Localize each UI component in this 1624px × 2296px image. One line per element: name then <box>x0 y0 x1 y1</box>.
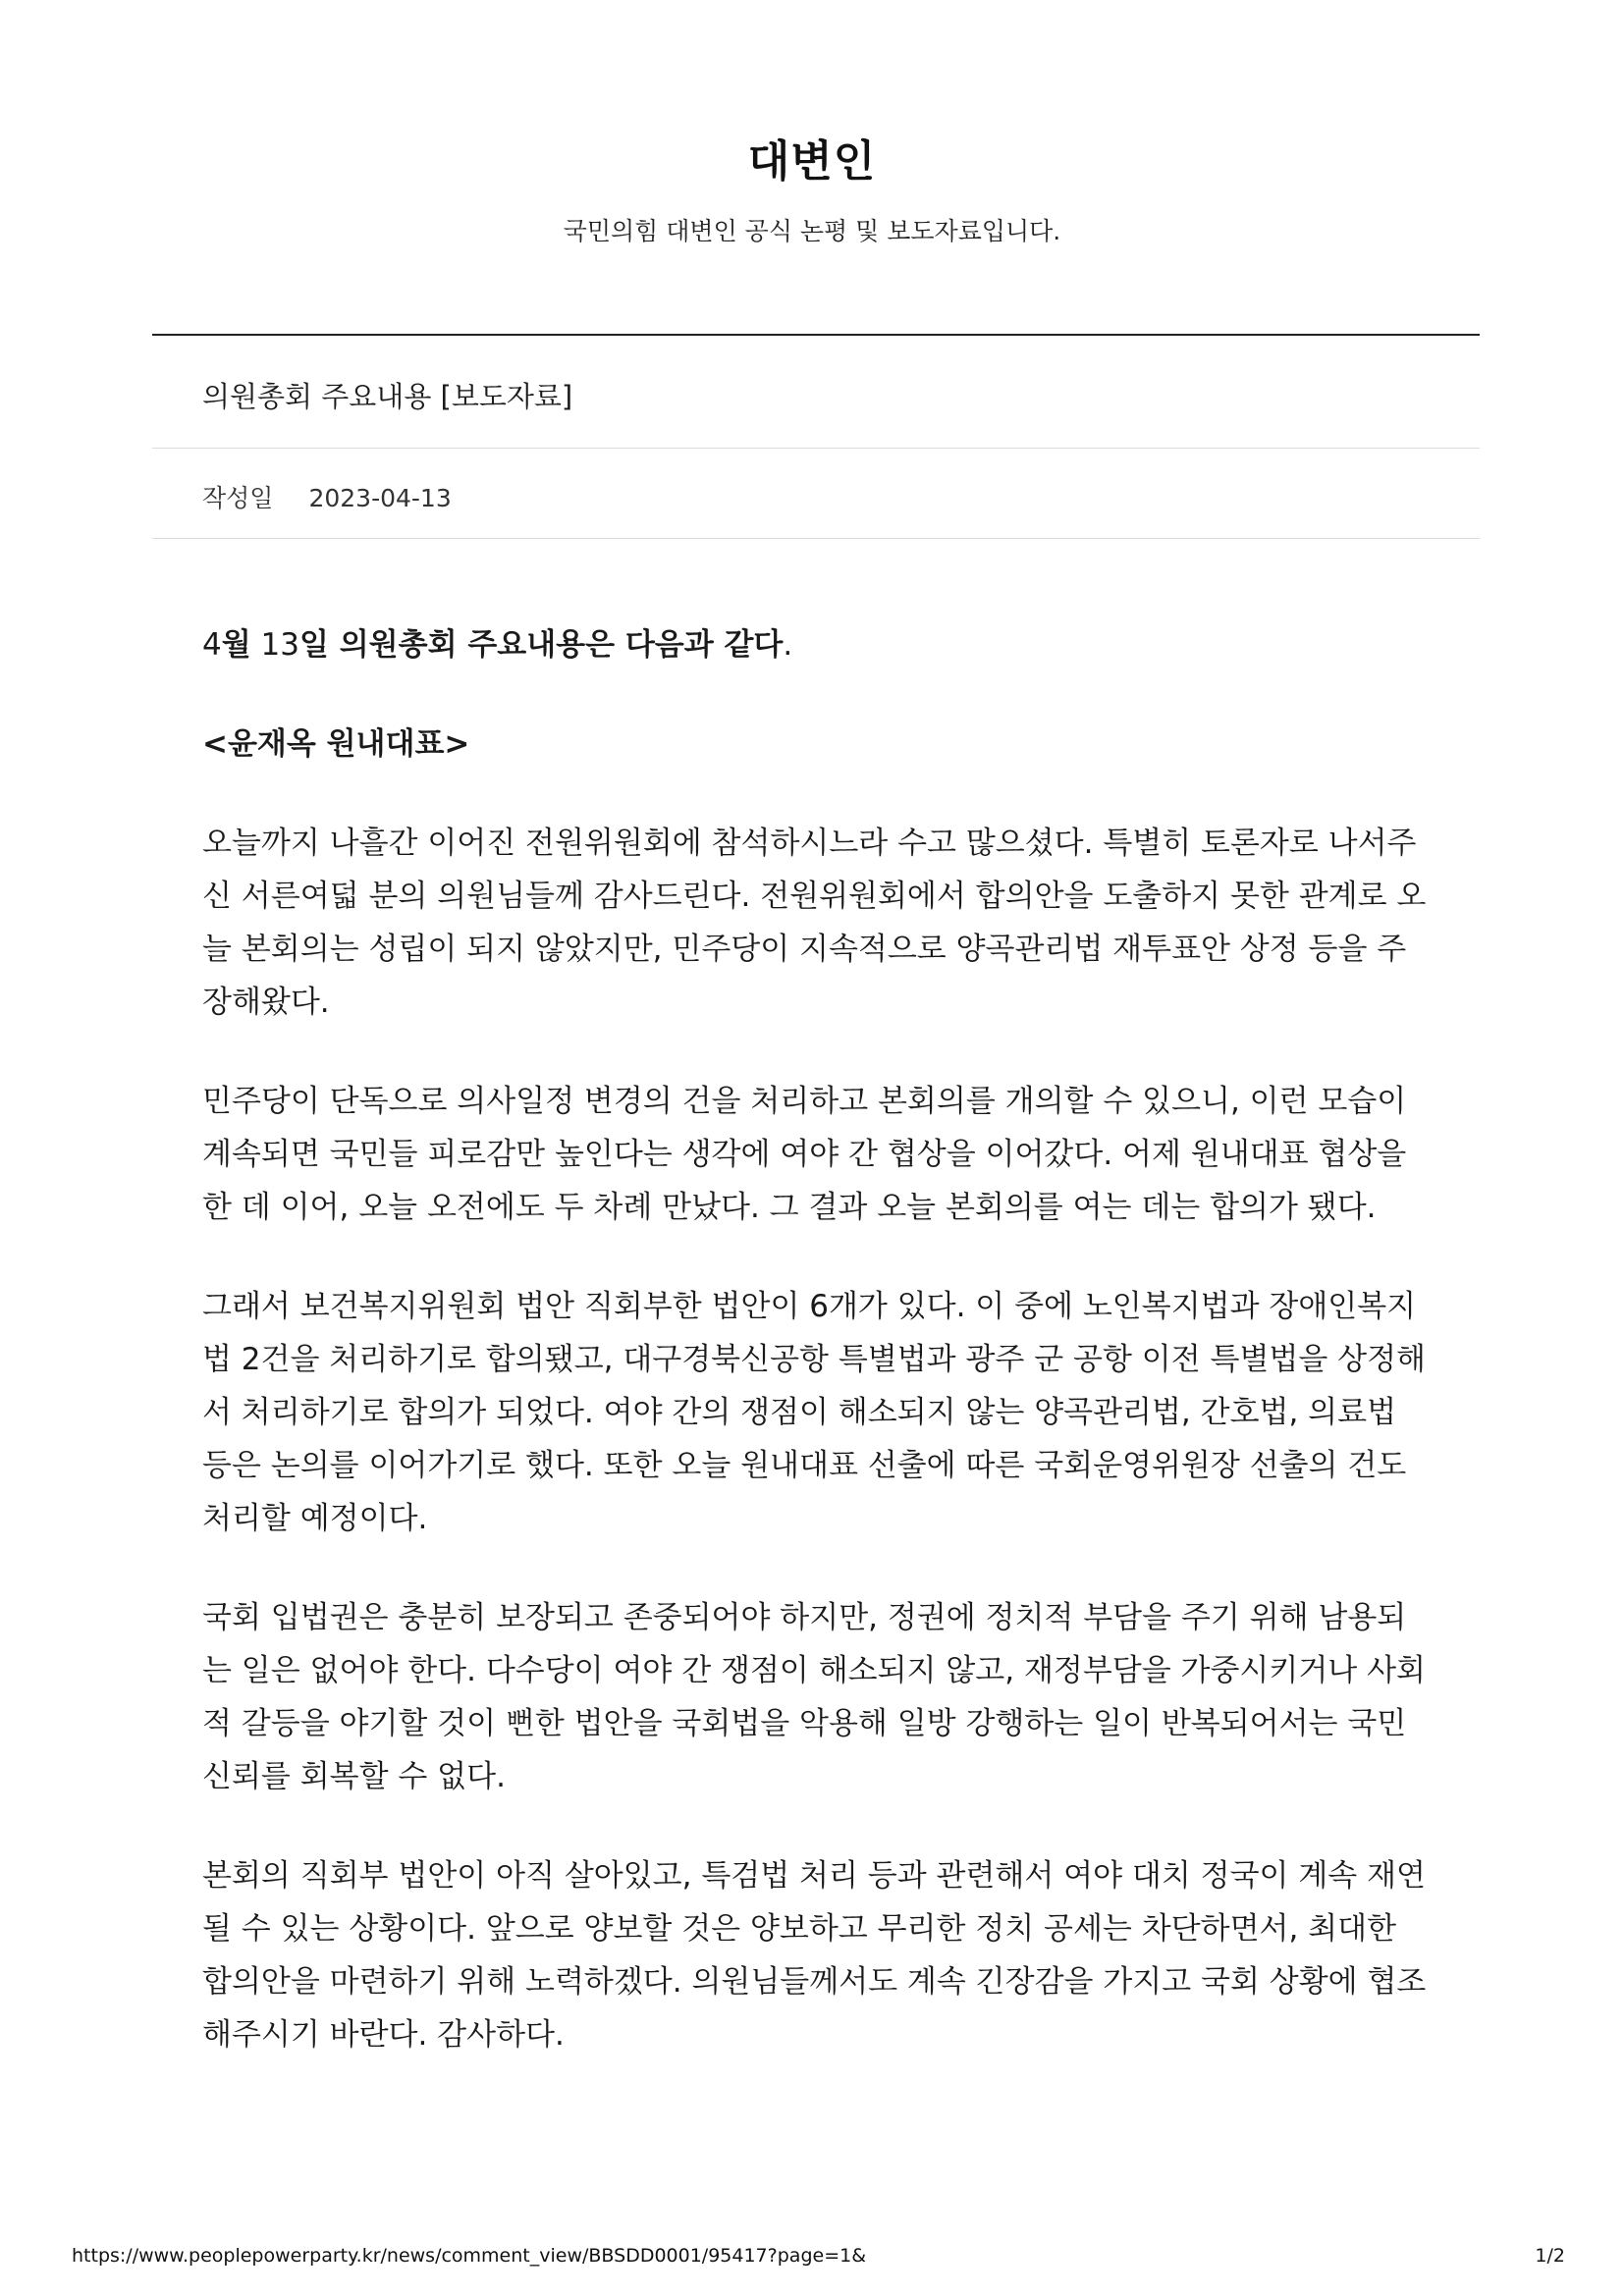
footer-url: https://www.peoplepowerparty.kr/news/comment_view/BBSDD0001/95417?page=1& <box>72 2245 867 2267</box>
header-divider <box>152 334 1480 336</box>
paragraph: 본회의 직회부 법안이 아직 살아있고, 특검법 처리 등과 관련해서 여야 대치 정국이 계속 재연될 수 있는 상황이다. 앞으로 양보할 것은 양보하고 무리한 정치 공세는 차단하면서, 최대한 합의안을 마련하기 위해 노력하겠다. 의원님들께서도 계속 긴장감을 가지고 국회 상황에 협조해주시기 바란다. 감사하다. <box>202 1858 1427 2053</box>
page-title: 대변인 <box>747 136 877 187</box>
article-title: 의원총회 주요내용 [보도자료] <box>202 380 573 413</box>
page-number: 1/2 <box>1535 2245 1565 2267</box>
article-body <box>202 618 1430 2108</box>
lead-month-num: 4 <box>202 627 222 663</box>
lead-day-num: 13 <box>250 627 299 663</box>
speaker-heading: <윤재옥 원내대표> <box>202 726 470 762</box>
date-label: 작성일 <box>202 484 274 512</box>
page-subtitle: 국민의힘 대변인 공식 논평 및 보도자료입니다. <box>563 217 1061 245</box>
meta-divider <box>152 538 1480 539</box>
paragraph: 그래서 보건복지위원회 법안 직회부한 법안이 6개가 있다. 이 중에 노인복지법과 장애인복지법 2건을 처리하기로 합의됐고, 대구경북신공항 특별법과 광주 군 공항 이전 특별법을 상정해서 처리하기로 합의가 되었다. 여야 간의 쟁점이 해소되지 않는 양곡관리법, 간호법, 의료법 등은 논의를 이어가기로 했다. 또한 오늘 원내대표 선출에 따른 국회운영위원장 선출의 건도 처리할 예정이다. <box>202 1289 1426 1536</box>
lead-month-word: 월 <box>221 627 251 663</box>
date-row <box>202 479 452 514</box>
title-divider <box>152 448 1480 449</box>
paragraph: 오늘까지 나흘간 이어진 전원위원회에 참석하시느라 수고 많으셨다. 특별히 토론자로 나서주신 서른여덟 분의 의원님들께 감사드린다. 전원위원회에서 합의안을 도출하지 못한 관계로 오늘 본회의는 성립이 되지 않았지만, 민주당이 지속적으로 양곡관리법 재투표안 상정 등을 주장해왔다. <box>202 826 1427 1020</box>
paragraph: 민주당이 단독으로 의사일정 변경의 건을 처리하고 본회의를 개의할 수 있으니, 이런 모습이 계속되면 국민들 피로감만 높인다는 생각에 여야 간 협상을 이어갔다. 어제 원내대표 협상을 한 데 이어, 오늘 오전에도 두 차례 만났다. 그 결과 오늘 본회의를 여는 데는 합의가 됐다. <box>202 1084 1407 1225</box>
date-value: 2023-04-13 <box>308 484 452 512</box>
lead-sentence <box>202 618 1430 671</box>
lead-rest: 일 의원총회 주요내용은 다음과 같다 <box>299 627 784 663</box>
lead-end: . <box>783 627 793 663</box>
paragraph: 국회 입법권은 충분히 보장되고 존중되어야 하지만, 정권에 정치적 부담을 주기 위해 남용되는 일은 없어야 한다. 다수당이 여야 간 쟁점이 해소되지 않고, 재정부담을 가중시키거나 사회적 갈등을 야기할 것이 뻔한 법안을 국회법을 악용해 일방 강행하는 일이 반복되어서는 국민 신뢰를 회복할 수 없다. <box>202 1600 1426 1794</box>
